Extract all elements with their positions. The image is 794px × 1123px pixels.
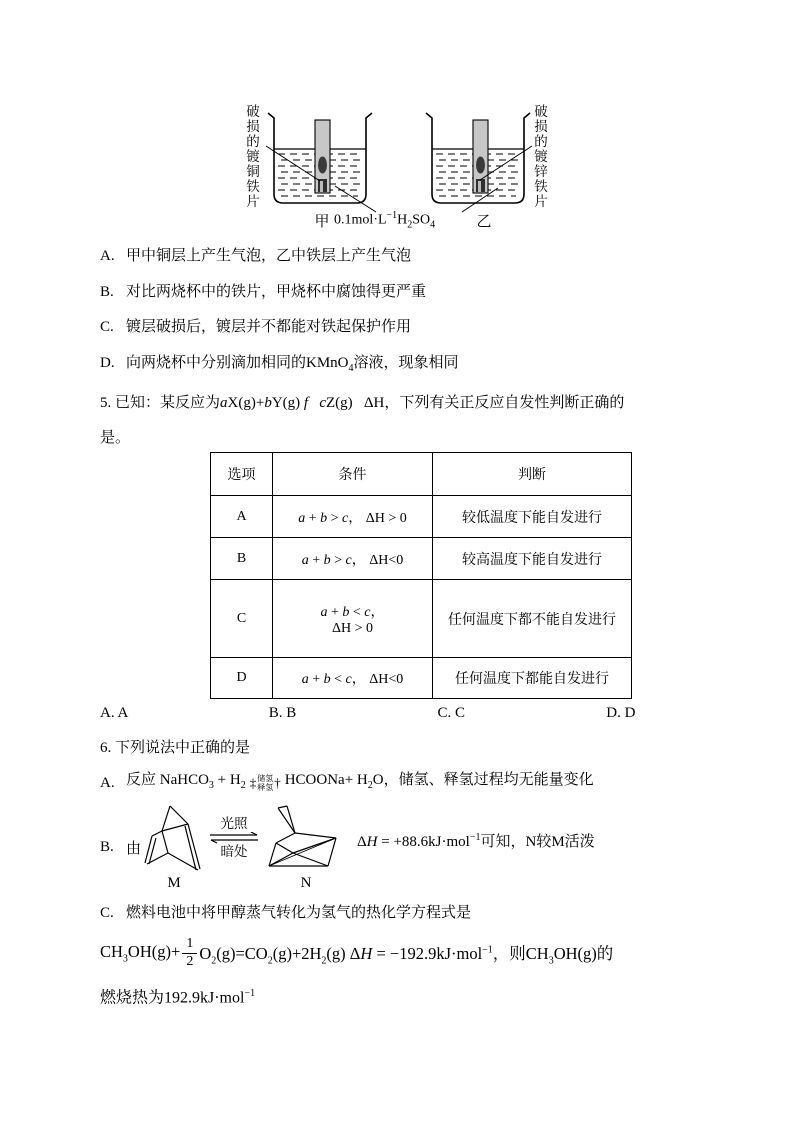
arrow-glyph-left: ‡ <box>249 775 257 790</box>
fraction-numerator: 1 <box>182 936 197 954</box>
structure-n-label: N <box>300 875 312 891</box>
right-damage-spot <box>476 157 485 174</box>
answer-item: B. B <box>268 705 297 721</box>
arrow-annotations <box>257 774 273 792</box>
option-label: B. <box>100 838 114 855</box>
photo-equilibrium-arrow <box>209 816 259 860</box>
reaction-left: 反应 NaHCO$_3$ + $H_2$ <box>126 772 246 791</box>
header-judgement: 判断 <box>433 453 632 496</box>
option-text: 向两烧杯中分别滴加相同的KMnO$_4$溶液，现象相同 <box>126 354 459 374</box>
option-label: B. <box>100 283 114 300</box>
arrow-bottom-label: 释氢 <box>257 783 274 792</box>
beaker-right-caption: 乙 <box>476 214 492 230</box>
structure-m-label: M <box>167 875 181 891</box>
q6-option-b <box>100 802 760 892</box>
left-damage-spot <box>318 157 327 174</box>
cell-condition: a + b > c， ΔH<0 <box>273 538 433 580</box>
arrow-glyph-right: † <box>274 775 281 790</box>
equation-right: $O_2(g)=CO_2(g)+2H_2(g) \Delta H = -192.9kJ\cdot mol^{-1}$，则$CH_3OH(g)$的 <box>199 943 614 967</box>
cell-judgement: 较低温度下能自发进行 <box>433 496 632 538</box>
option-label: D. <box>100 354 115 371</box>
q4-option-b <box>100 282 760 303</box>
spontaneity-table <box>210 452 632 699</box>
cell-condition: a + b < c， ΔH > 0 <box>273 580 433 658</box>
beaker-left-caption: 甲 <box>314 214 330 230</box>
cell-option: A <box>211 496 273 538</box>
cell-judgement: 任何温度下都能自发进行 <box>433 658 632 699</box>
structure-m <box>143 802 205 892</box>
answer-item: A. A <box>100 705 129 721</box>
header-option: 选项 <box>211 453 273 496</box>
question-6-stem: 6. 下列说法中正确的是 <box>100 740 251 756</box>
q4-option-c <box>100 317 760 338</box>
table-row <box>211 580 632 658</box>
answer-item: C. C <box>437 705 466 721</box>
combustion-heat-line: 燃烧热为192.9kJ·mol$^{-1}$ <box>100 988 256 1007</box>
option-label: A. <box>100 248 115 264</box>
structure-n <box>263 802 349 892</box>
table-row <box>211 658 632 699</box>
cell-condition: a + b < c， ΔH<0 <box>273 658 433 699</box>
quadricyclane-structure <box>263 802 349 874</box>
arrow-top-label: 储氢 <box>257 774 274 783</box>
option-b-pre: 由 <box>126 840 142 857</box>
thermochemical-equation <box>100 931 760 975</box>
option-text: 甲中铜层上产生气泡，乙中铁层上产生气泡 <box>126 248 412 264</box>
beaker-diagram <box>240 102 558 244</box>
reaction-right: HCOONa+ $H_2O$，储氢、释氢过程均无能量变化 <box>284 772 594 791</box>
fraction-denominator: 2 <box>186 954 194 969</box>
option-text: 对比两烧杯中的铁片，甲烧杯中腐蚀得更严重 <box>126 283 427 300</box>
q6-option-a <box>100 768 760 798</box>
cell-option: C <box>211 580 273 658</box>
q5-answer-row <box>100 703 760 724</box>
equation-left: $CH_3OH(g)+$ <box>100 941 181 965</box>
cell-condition: a + b > c， ΔH > 0 <box>273 496 433 538</box>
table-header-row <box>211 453 632 496</box>
sulfuric-acid-label: $0.1mol\cdot L^{-1}H_2SO_4$ <box>334 210 436 231</box>
hydrogen-storage-arrow <box>249 771 282 795</box>
q4-option-d <box>100 353 760 379</box>
cell-option: B <box>211 538 273 580</box>
q6-option-c <box>100 903 760 924</box>
question-5-stem: 5. 已知：某反应为aX(g)+bY(g) f cZ(g) ΔH，下列有关正反应自发性判断正确的 <box>100 395 625 411</box>
header-condition: 条件 <box>273 453 433 496</box>
cell-judgement: 较高温度下能自发进行 <box>433 538 632 580</box>
option-label: C. <box>100 319 114 335</box>
table-row <box>211 496 632 538</box>
table-row <box>211 538 632 580</box>
zinc-plated-iron-label: 破损的镀锌铁片 <box>532 104 547 209</box>
copper-plated-iron-label: 破损的镀铜铁片 <box>244 104 259 209</box>
cell-judgement: 任何温度下都不能自发进行 <box>433 580 632 658</box>
arrow-bottom-label: 暗处 <box>220 844 248 859</box>
question-5-stem-line2: 是。 <box>100 430 131 446</box>
q4-option-a <box>100 246 760 267</box>
option-label: A. <box>100 775 115 791</box>
arrow-top-label: 光照 <box>220 816 248 831</box>
option-label: C. <box>100 905 114 921</box>
answer-item: D. D <box>606 705 636 721</box>
question-content <box>100 246 760 1009</box>
option-text: 镀层破损后，镀层并不都能对铁起保护作用 <box>126 319 412 335</box>
cell-option: D <box>211 658 273 699</box>
equilibrium-arrows <box>209 832 259 844</box>
option-b-conclusion: ΔH = +88.6kJ·mol$^{-1}$可知，N较M活泼 <box>357 831 595 850</box>
option-c-text: 燃料电池中将甲醇蒸气转化为氢气的热化学方程式是 <box>126 905 472 921</box>
one-half-fraction <box>182 936 197 970</box>
norbornadiene-structure <box>143 802 205 874</box>
